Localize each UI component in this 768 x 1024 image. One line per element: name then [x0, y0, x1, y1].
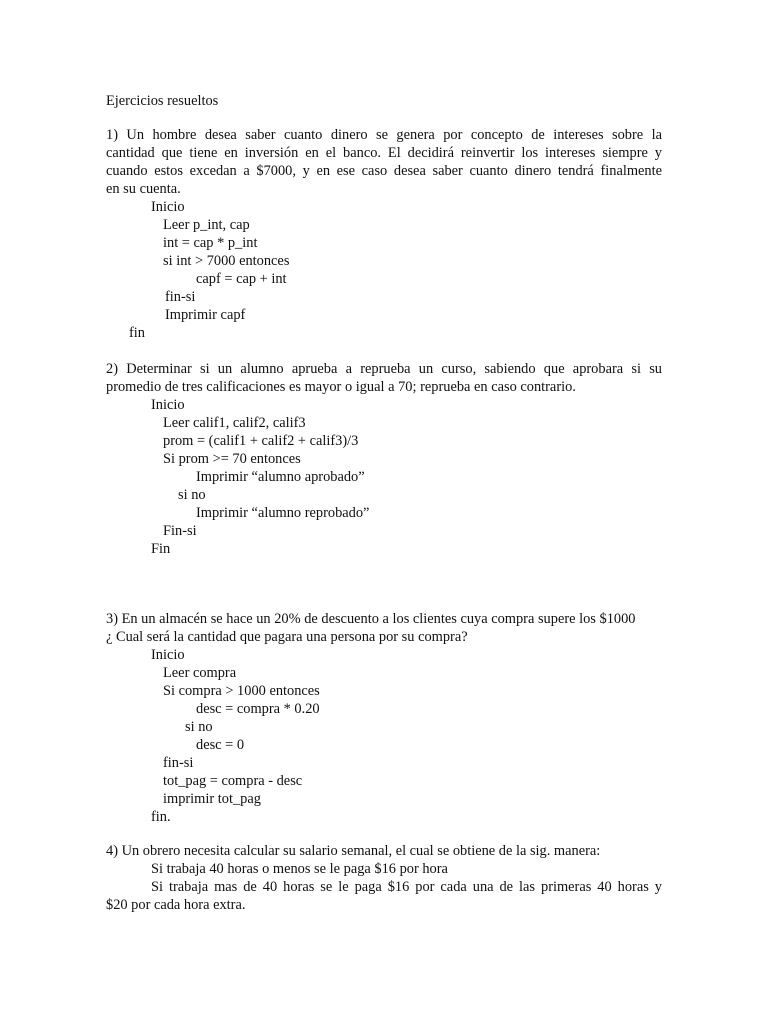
ex1-code-line: fin-si [165, 289, 196, 305]
ex2-code-line: Fin [151, 541, 171, 557]
ex4-line-2: Si trabaja 40 horas o menos se le paga $16 por hora [151, 861, 448, 877]
ex1-code-line: capf = cap + int [196, 271, 287, 287]
ex2-code-line: Leer calif1, calif2, calif3 [163, 415, 306, 431]
ex2-code-line: prom = (calif1 + calif2 + calif3)/3 [163, 433, 359, 449]
doc-title: Ejercicios resueltos [106, 93, 219, 109]
ex1-code-line: Leer p_int, cap [163, 217, 250, 233]
ex1-line-1: 1) Un hombre desea saber cuanto dinero se genera por concepto de intereses sobre la [106, 127, 662, 143]
ex3-code-line: si no [185, 719, 213, 735]
ex1-code-line: int = cap * p_int [163, 235, 258, 251]
ex2-code-line: Imprimir “alumno aprobado” [196, 469, 365, 485]
ex1-code-line: si int > 7000 entonces [163, 253, 290, 269]
ex3-code-line: desc = compra * 0.20 [196, 701, 320, 717]
ex1-line-2: cantidad que tiene en inversión en el banco. El decidirá reinvertir los intereses siempre y [106, 145, 662, 161]
ex1-line-3: cuando estos excedan a $7000, y en ese caso desea saber cuanto dinero tendrá finalmente [106, 163, 662, 179]
ex4-line-3: Si trabaja mas de 40 horas se le paga $16 por cada una de las primeras 40 horas y [151, 879, 662, 895]
ex4-line-4: $20 por cada hora extra. [106, 897, 246, 913]
ex2-code-line: Imprimir “alumno reprobado” [196, 505, 370, 521]
ex2-code-line: Fin-si [163, 523, 197, 539]
ex3-code-line: imprimir tot_pag [163, 791, 261, 807]
ex2-line-2: promedio de tres calificaciones es mayor o igual a 70; reprueba en caso contrario. [106, 379, 576, 395]
ex1-line-4: en su cuenta. [106, 181, 181, 197]
ex3-code-line: desc = 0 [196, 737, 245, 753]
ex3-code-line: fin. [151, 809, 171, 825]
ex3-code-line: Si compra > 1000 entonces [163, 683, 320, 699]
ex2-line-1: 2) Determinar si un alumno aprueba a reprueba un curso, sabiendo que aprobara si su [106, 361, 662, 377]
ex3-line-2: ¿ Cual será la cantidad que pagara una persona por su compra? [106, 629, 468, 645]
ex3-code-line: fin-si [163, 755, 194, 771]
ex2-code-line: Inicio [151, 397, 185, 413]
ex3-code-line: Inicio [151, 647, 185, 663]
ex3-code-line: Leer compra [163, 665, 237, 681]
ex2-code-line: si no [178, 487, 206, 503]
ex4-line-1: 4) Un obrero necesita calcular su salario semanal, el cual se obtiene de la sig. manera: [106, 843, 601, 859]
ex3-line-1: 3) En un almacén se hace un 20% de descuento a los clientes cuya compra supere los $1000 [106, 611, 636, 627]
ex2-code-line: Si prom >= 70 entonces [163, 451, 301, 467]
ex1-code-line: Imprimir capf [165, 307, 246, 323]
ex3-code-line: tot_pag = compra - desc [163, 773, 303, 789]
ex1-code-line: Inicio [151, 199, 185, 215]
ex1-code-line: fin [129, 325, 145, 341]
